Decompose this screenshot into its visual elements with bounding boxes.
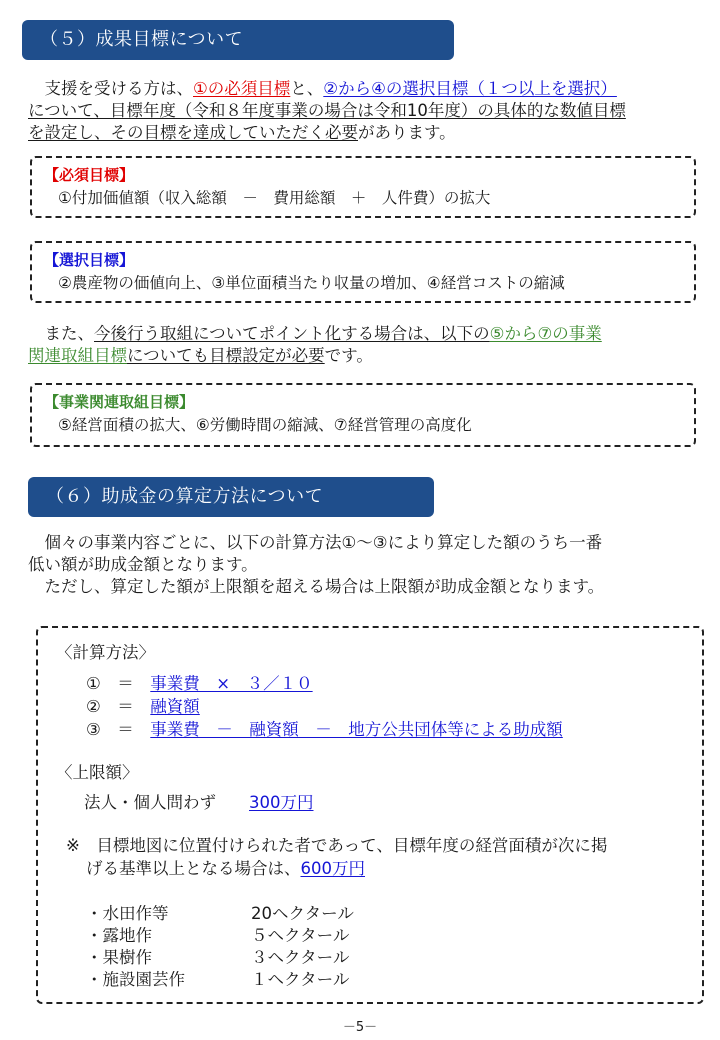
additional-text: です。 xyxy=(324,346,373,365)
crop-area: 20ヘクタール xyxy=(251,904,354,923)
page-number: －5－ xyxy=(342,1020,378,1035)
calc-row-2 xyxy=(86,695,200,718)
crop-name: ・露地作 xyxy=(86,926,152,945)
calc-row-1 xyxy=(86,672,313,695)
intro-text: があります。 xyxy=(358,123,456,142)
crop-area: ５ヘクタール xyxy=(251,926,350,945)
additional-text: についても目標設定が必要 xyxy=(127,346,325,365)
list-item xyxy=(86,969,354,991)
business-goal-title: 【事業関連取組目標】 xyxy=(44,393,195,411)
calc-intro-line-1: 個々の事業内容ごとに、以下の計算方法①～③により算定した額のうち一番 xyxy=(28,533,603,552)
additional-text: 今後行う取組についてポイント化する場合は、以下の xyxy=(94,324,490,343)
mandatory-goal-ref: ①の必須目標 xyxy=(193,79,291,98)
note-text: げる基準以上となる場合は、 xyxy=(86,859,301,878)
selected-goal-ref: ②から④の選択目標（１つ以上を選択） xyxy=(323,79,617,98)
calc-formula-link[interactable]: 融資額 xyxy=(150,697,200,716)
selected-goal-title: 【選択目標】 xyxy=(44,251,135,269)
mandatory-goal-body: ①付加価値額（収入総額 － 費用総額 ＋ 人件費）の拡大 xyxy=(58,189,491,207)
calc-formula-link[interactable]: 事業費 － 融資額 － 地方公共団体等による助成額 xyxy=(150,720,563,739)
crop-area: １ヘクタール xyxy=(251,970,350,989)
business-goal-box xyxy=(30,383,696,447)
calc-method-label: 〈計算方法〉 xyxy=(56,643,155,662)
section-5-additional xyxy=(28,323,708,367)
crop-name: ・果樹作 xyxy=(86,948,152,967)
list-item xyxy=(86,925,354,947)
intro-line-1 xyxy=(28,78,708,100)
section-6-intro xyxy=(28,532,708,598)
business-goal-ref: ⑤から⑦の事業 xyxy=(489,324,602,343)
calc-formula-link[interactable]: 事業費 × ３／１０ xyxy=(150,674,313,693)
note-line-2 xyxy=(86,857,365,880)
intro-line-2: について、目標年度（令和８年度事業の場合は令和10年度）の具体的な数値目標 xyxy=(28,101,626,120)
note-line-1: ※ 目標地図に位置付けられた者であって、目標年度の経営面積が次に掲 xyxy=(66,836,608,855)
business-goal-body: ⑤経営面積の拡大、⑥労働時間の縮減、⑦経営管理の高度化 xyxy=(58,416,472,434)
crop-list xyxy=(86,903,354,991)
limit-row xyxy=(84,791,314,814)
mandatory-goal-title: 【必須目標】 xyxy=(44,166,135,184)
selected-goal-box xyxy=(30,241,696,303)
selected-goal-body: ②農産物の価値向上、③単位面積当たり収量の増加、④経営コストの縮減 xyxy=(58,274,565,292)
crop-name: ・水田作等 xyxy=(86,904,169,923)
list-item xyxy=(86,903,354,925)
limit-label: 〈上限額〉 xyxy=(56,763,139,782)
section-5-intro xyxy=(28,78,708,144)
crop-area: ３ヘクタール xyxy=(251,948,350,967)
crop-name: ・施設園芸作 xyxy=(86,970,185,989)
calc-intro-line-2: 低い額が助成金額となります。 xyxy=(28,555,258,574)
calculation-box xyxy=(36,626,704,1004)
section-5-header: （５）成果目標について xyxy=(22,20,454,60)
additional-text: また、 xyxy=(28,324,94,343)
intro-line-3 xyxy=(28,122,708,144)
intro-text: を設定し、その目標を達成していただく必要 xyxy=(28,123,358,142)
additional-line-2 xyxy=(28,345,708,367)
calc-intro-line-3: ただし、算定した額が上限額を超える場合は上限額が助成金額となります。 xyxy=(28,577,605,596)
business-goal-ref: 関連取組目標 xyxy=(28,346,127,365)
limit-text: 法人・個人問わず xyxy=(84,793,249,812)
intro-text: 支援を受ける方は、 xyxy=(28,79,193,98)
limit-value-link[interactable]: 300万円 xyxy=(249,793,314,812)
intro-text: と、 xyxy=(290,79,324,98)
calc-row-number: ③ ＝ xyxy=(86,720,151,739)
list-item xyxy=(86,947,354,969)
calc-row-number: ② ＝ xyxy=(86,697,151,716)
calc-row-3 xyxy=(86,718,563,741)
section-6-header: （６）助成金の算定方法について xyxy=(28,477,434,517)
note-value-link[interactable]: 600万円 xyxy=(300,859,365,878)
mandatory-goal-box xyxy=(30,156,696,218)
calc-row-number: ① ＝ xyxy=(86,674,151,693)
additional-line-1 xyxy=(28,323,708,345)
